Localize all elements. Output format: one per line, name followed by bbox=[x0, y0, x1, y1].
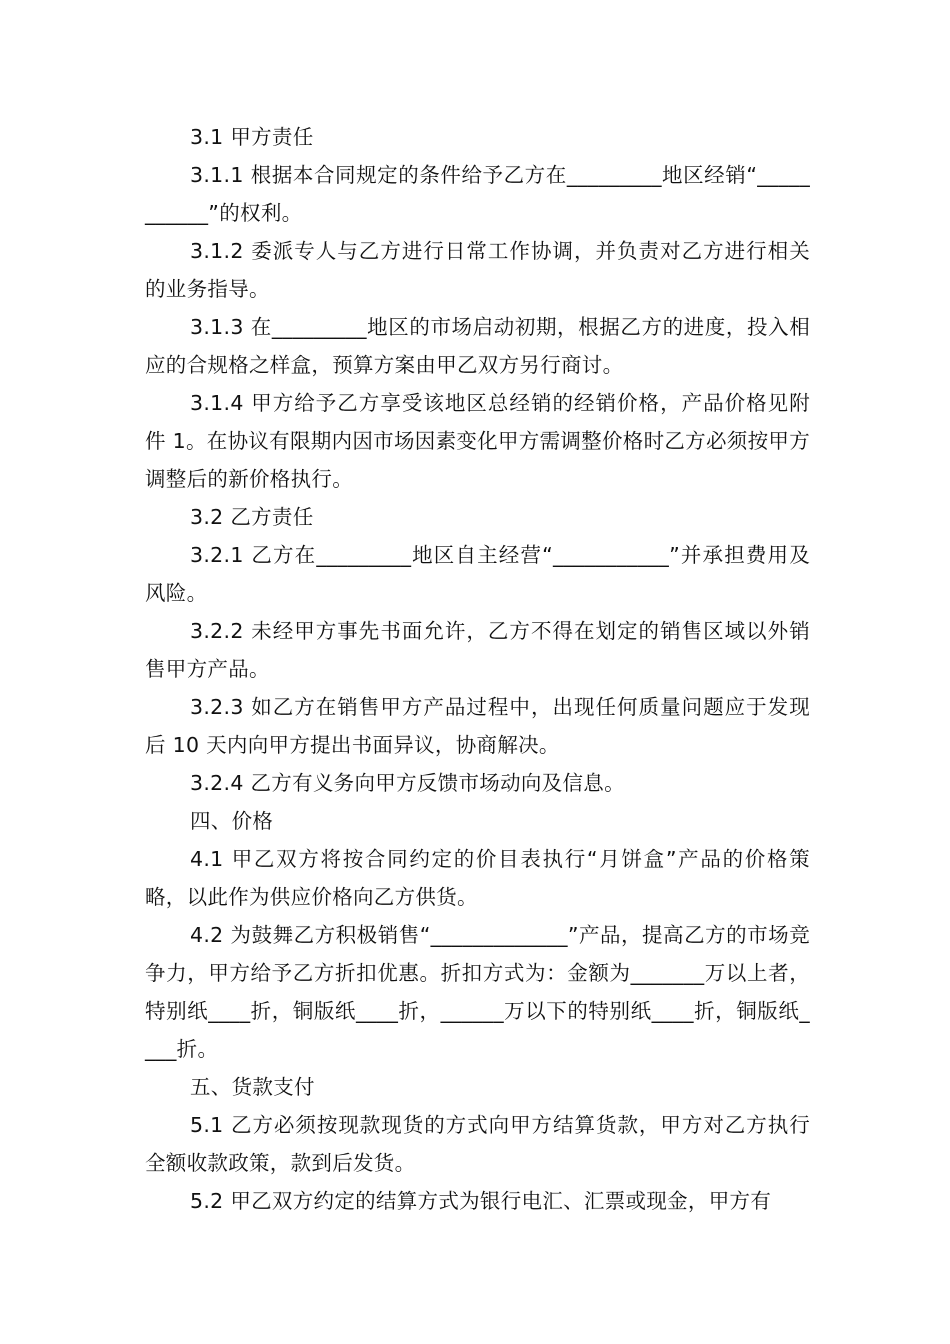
heading-3-2: 3.2 乙方责任 bbox=[190, 505, 314, 529]
heading-payment: 五、货款支付 bbox=[190, 1075, 315, 1099]
clause-3-2-4: 3.2.4 乙方有义务向甲方反馈市场动向及信息。 bbox=[190, 771, 625, 795]
clause-3-2-3: 3.2.3 如乙方在销售甲方产品过程中，出现任何质量问题应于发现后 10 天内向甲方提出书面异议，协商解决。 bbox=[145, 695, 810, 757]
clause-3-1-4: 3.1.4 甲方给予乙方享受该地区总经销的经销价格，产品价格见附件 1。在协议有限期内因市场因素变化甲方需调整价格时乙方必须按甲方调整后的新价格执行。 bbox=[145, 391, 810, 491]
clause-3-2-2: 3.2.2 未经甲方事先书面允许，乙方不得在划定的销售区域以外销售甲方产品。 bbox=[145, 619, 810, 681]
clause-3-1-1: 3.1.1 根据本合同规定的条件给予乙方在_________地区经销“___________”的权利。 bbox=[145, 163, 810, 225]
clause-4-2: 4.2 为鼓舞乙方积极销售“_____________”产品，提高乙方的市场竞争力，甲方给予乙方折扣优惠。折扣方式为：金额为_______万以上者，特别纸____折，铜版纸____折，______万以下的特别纸____折，铜版纸____折。 bbox=[145, 923, 810, 1061]
heading-price: 四、价格 bbox=[190, 809, 274, 833]
clause-4-1: 4.1 甲乙双方将按合同约定的价目表执行“月饼盒”产品的价格策略，以此作为供应价格向乙方供货。 bbox=[145, 847, 810, 909]
clause-5-1: 5.1 乙方必须按现款现货的方式向甲方结算货款，甲方对乙方执行全额收款政策，款到后发货。 bbox=[145, 1113, 810, 1175]
clause-3-1-3: 3.1.3 在_________地区的市场启动初期，根据乙方的进度，投入相应的合规格之样盒，预算方案由甲乙双方另行商讨。 bbox=[145, 315, 810, 377]
clause-3-2-1: 3.2.1 乙方在_________地区自主经营“___________”并承担费用及风险。 bbox=[145, 543, 810, 605]
document-page bbox=[145, 118, 810, 1220]
clause-5-2: 5.2 甲乙双方约定的结算方式为银行电汇、汇票或现金，甲方有 bbox=[190, 1189, 772, 1213]
clause-3-1-2: 3.1.2 委派专人与乙方进行日常工作协调，并负责对乙方进行相关的业务指导。 bbox=[145, 239, 810, 301]
heading-3-1: 3.1 甲方责任 bbox=[190, 125, 314, 149]
